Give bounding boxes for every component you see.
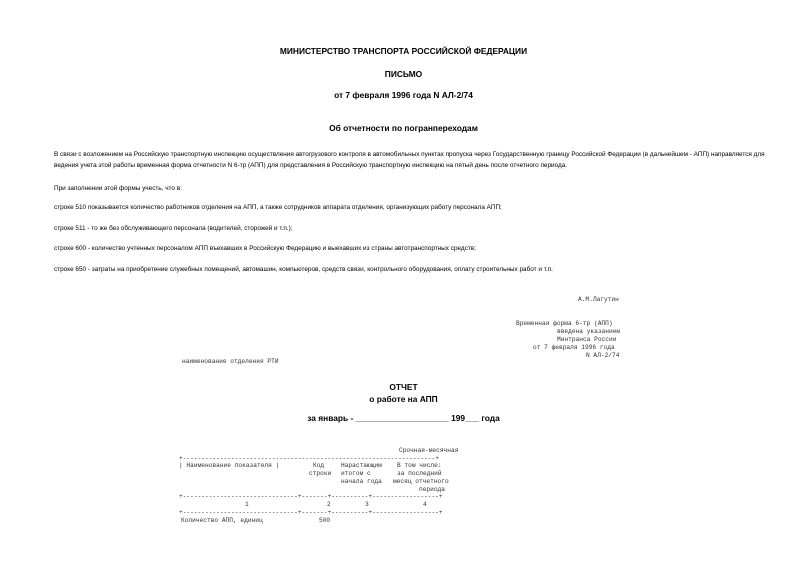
report-subtitle: о работе на АПП	[369, 394, 438, 404]
table-border-bottom: +-------------------------------+-------+----------+------------------+	[179, 509, 443, 516]
item-600: строке 600 - количество учтенных персоналом АПП въехавших в Российскую Федерацию и выехавших из страны автотранспортных средств;	[54, 245, 476, 252]
col-number-1: 1	[245, 501, 249, 508]
note-line: При заполнении этой формы учесть, что в:	[54, 185, 182, 192]
header-indicator: | Наименование показателя |	[179, 462, 280, 469]
header-month-3: месяц отчетного	[393, 478, 449, 485]
intro-paragraph	[40, 150, 780, 171]
col-number-4: 4	[423, 501, 427, 508]
header-cumulative-2: итогом с	[341, 470, 371, 477]
item-650: строке 650 - затраты на приобретение служебных помещений, автомашин, компьютеров, средств связи, контрольного оборудования, оплату строительных работ и т.п.	[54, 266, 553, 273]
header-month-2: за последний	[397, 470, 442, 477]
periodicity: Срочная-месячная	[399, 447, 459, 454]
table-border-top: +--------------------------------------------------------------------+	[179, 455, 439, 462]
form-stamp-line1: Временная форма 6-тр (АПП)	[516, 320, 613, 327]
dept-label: наименование отделения РТИ	[182, 358, 279, 365]
header-cumulative-1: Нарастающим	[341, 462, 382, 469]
document-date-number: от 7 февраля 1996 года N АЛ-2/74	[334, 90, 473, 100]
row-500-code: 500	[319, 517, 331, 524]
document-type: ПИСЬМО	[384, 69, 423, 79]
form-stamp-line3: Минтранса России	[557, 336, 617, 343]
row-500-label: Количество АПП, единиц	[181, 517, 263, 524]
col-number-3: 3	[365, 501, 369, 508]
signature: А.М.Лагутин	[578, 296, 619, 303]
report-period: за январь - ____________________ 199___ года	[307, 413, 500, 423]
header-month-4: периода	[419, 486, 445, 493]
col-number-2: 2	[327, 501, 331, 508]
ministry-heading: МИНИСТЕРСТВО ТРАНСПОРТА РОССИЙСКОЙ ФЕДЕРАЦИИ	[279, 46, 528, 56]
header-month-1: В том числе:	[397, 462, 442, 469]
intro-text: В связи с возложением на Российскую транспортную инспекцию осуществления автогрузового контроля в автомобильных пунктах пропуска через Государственную границу Российской Федерации (в дальнейшем - АПП) направляется для ведения учета этой работы временная форма отчетности N 6-тр (АПП) для представления в Российскую транспортную инспекцию на пятый день после отчетного периода.	[54, 151, 765, 169]
header-code-2: строки	[309, 470, 332, 477]
table-border-mid: +-------------------------------+-------+----------+------------------+	[179, 493, 443, 500]
header-cumulative-3: начала года	[341, 478, 382, 485]
form-stamp-line5: N АЛ-2/74	[586, 352, 620, 359]
form-stamp-line4: от 7 февраля 1996 года	[533, 344, 615, 351]
header-code-1: Код	[313, 462, 325, 469]
form-stamp-line2: введена указанием	[557, 328, 621, 335]
report-title: ОТЧЕТ	[389, 382, 418, 392]
document-subject: Об отчетности по погранпереходам	[329, 123, 478, 133]
item-510: строке 510 показывается количество работников отделения на АПП, а также сотрудников аппарата отделения, организующих работу персонала АПП;	[54, 204, 502, 211]
item-511: строке 511 - то же без обслуживающего персонала (водителей, сторожей и т.п.);	[54, 225, 293, 232]
